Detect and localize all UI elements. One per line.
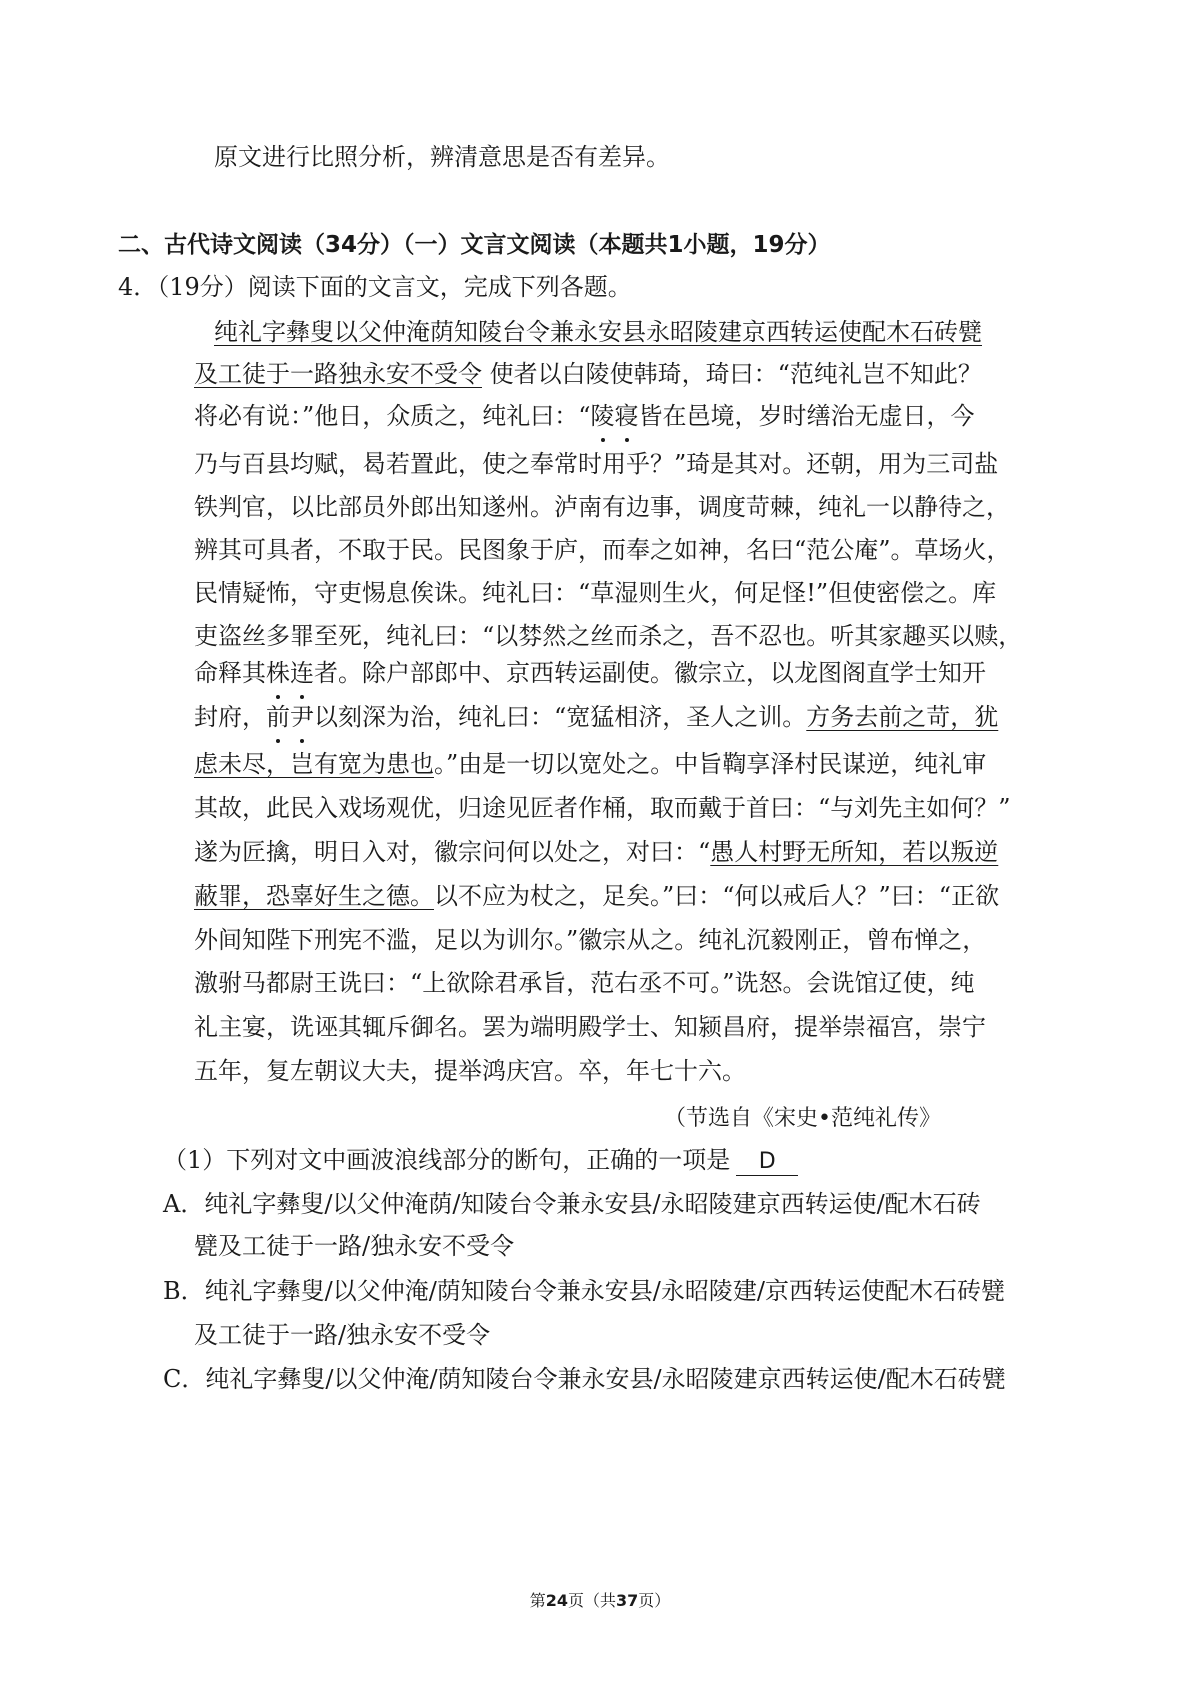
passage-line: 铁判官，以比部员外郎出知遂州。泸南有边事，调度苛棘，纯礼一以静待之，: [194, 493, 1010, 521]
emphasis-dot-char: 连: [290, 656, 314, 690]
passage-line: [194, 357, 982, 391]
wavy-underlined-text: 及工徒于一路独永安不受令: [194, 360, 482, 388]
passage-text: 封府，: [194, 703, 266, 731]
question-stem-text: （1）下列对文中画波浪线部分的断句，正确的一项是: [163, 1146, 731, 1174]
passage-text: 以不应为杖之，足矣。”曰：“何以戒后人？”曰：“正欲: [434, 882, 1000, 910]
page-number: 24: [545, 1591, 568, 1610]
footer-text: 页（共: [567, 1591, 616, 1610]
answer-blank: D: [736, 1149, 798, 1176]
passage-line: 吏盗丝多罪至死，纯礼曰：“以棼然之丝而杀之，吾不忍也。听其家趣买以赎，: [194, 622, 1023, 650]
passage-source: （节选自《宋史•范纯礼传》: [664, 1106, 941, 1131]
underlined-sentence: 方务去前之苛，犹: [806, 703, 999, 731]
question-intro: 4．（19分）阅读下面的文言文，完成下列各题。: [118, 273, 632, 301]
option-b-cont: 及工徒于一路/独永安不受令: [194, 1321, 491, 1349]
passage-line: [194, 835, 998, 869]
section-heading: 二、古代诗文阅读（34分）（一）文言文阅读（本题共1小题，19分）: [118, 232, 831, 258]
option-c: C．纯礼字彝叟/以父仲淹/荫知陵台令兼永安县/永昭陵建京西转运使/配木石砖甓: [163, 1365, 1006, 1393]
passage-line: 激驸马都尉王诜曰：“上欲除君承旨，范右丞不可。”诜怒。会诜馆辽使，纯: [194, 969, 975, 997]
emphasis-dot-char: 陵: [591, 399, 615, 433]
page-total: 37: [616, 1591, 639, 1610]
passage-text: 者。除户部郎中、京西转运副使。徽宗立，以龙图阁直学士知开: [314, 659, 986, 687]
passage-line: [194, 399, 975, 433]
underlined-sentence: 蔽罪，恐辜好生之德。: [194, 882, 434, 910]
footer-text: 第: [529, 1591, 546, 1610]
passage-line: 民情疑怖，守吏惕息俟诛。纯礼曰：“草湿则生火，何足怪!”但使密偿之。库: [194, 579, 997, 607]
emphasis-dot-char: 株: [266, 656, 290, 690]
passage-text: 。”由是一切以宽处之。中旨鞫享泽村民谋逆，纯礼审: [434, 750, 987, 778]
option-b: B．纯礼字彝叟/以父仲淹/荫知陵台令兼永安县/永昭陵建/京西转运使配木石砖甓: [163, 1277, 1005, 1305]
option-a: A．纯礼字彝叟/以父仲淹荫/知陵台令兼永安县/永昭陵建京西转运使/配木石砖: [163, 1190, 981, 1218]
passage-line: 辨其可具者，不取于民。民图象于庐，而奉之如神，名曰“范公庵”。草场火，: [194, 536, 1011, 564]
passage-text: 使者以白陵使韩琦，琦曰：“范纯礼岂不知此？: [482, 360, 982, 388]
emphasis-dot-char: 尹: [290, 700, 314, 734]
passage-line: 礼主宴，诜诬其辄斥御名。罢为端明殿学士、知颍昌府，提举崇福宫，崇宁: [194, 1013, 986, 1041]
passage-line: [194, 879, 999, 913]
text-line: 原文进行比照分析，辨清意思是否有差异。: [214, 143, 670, 171]
footer-text: 页）: [638, 1591, 671, 1610]
passage-text: 皆在邑境，岁时缮治无虚日，今: [638, 402, 975, 430]
option-a-cont: 甓及工徒于一路/独永安不受令: [194, 1232, 515, 1260]
passage-line: 纯礼字彝叟以父仲淹荫知陵台令兼永安县永昭陵建京西转运使配木石砖甓: [214, 318, 982, 346]
passage-line: 五年，复左朝议大夫，提举鸿庆宫。卒，年七十六。: [194, 1057, 746, 1085]
passage-line: 乃与百县均赋，曷若置此，使之奉常时用乎？”琦是其对。还朝，用为三司盐: [194, 450, 999, 478]
passage-text: 将必有说：”他日，众质之，纯礼曰：“: [194, 402, 591, 430]
page-footer: [0, 1589, 1200, 1613]
passage-line: [194, 700, 998, 734]
passage-line: 其故，此民入戏场观优，归途见匠者作桶，取而戴于首曰：“与刘先主如何？”: [194, 794, 1011, 822]
emphasis-dot-char: 寝: [615, 399, 639, 433]
passage-line: 外间知陛下刑宪不滥，足以为训尔。”徽宗从之。纯礼沉毅刚正，曾布惮之，: [194, 926, 987, 954]
passage-text: 遂为匠擒，明日入对，徽宗问何以处之，对曰：“: [194, 838, 711, 866]
passage-text: 以刻深为治，纯礼曰：“宽猛相济，圣人之训。: [314, 703, 807, 731]
emphasis-dot-char: 前: [266, 700, 290, 734]
passage-line: [194, 747, 986, 781]
passage-line: [194, 656, 986, 690]
passage-text: 命释其: [194, 659, 266, 687]
underlined-sentence: 虑未尽，岂有宽为患也: [194, 750, 434, 778]
question-stem: [163, 1143, 798, 1177]
underlined-sentence: 愚人村野无所知，若以叛逆: [710, 838, 999, 866]
